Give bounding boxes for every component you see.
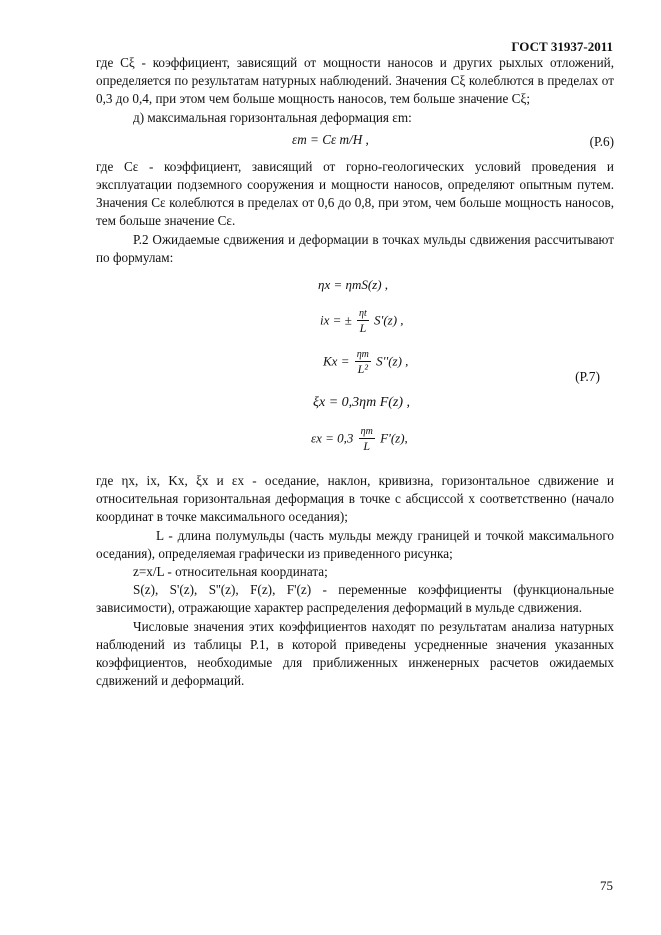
formula-tilt-left: ix = ± bbox=[320, 312, 352, 328]
formula-p6-expression: εm = Cε m/H , bbox=[292, 131, 369, 147]
definition-variables: где ηx, ix, Kx, ξx и εx - оседание, наклон, кривизна, горизонтальное сдвижение и относительная горизонтальная деформация в точке с абсциссой x соответственно (начало координат в точке максимального оседания); bbox=[96, 473, 614, 525]
paragraph-c-xi: где Cξ - коэффициент, зависящий от мощности наносов и других рыхлых отложений, определяется по результатам натурных наблюдений. Значения Cξ колеблются в пределах от 0,3 до 0,4, при этом чем больше мощность наносов, тем больше значение Cξ; bbox=[96, 55, 614, 107]
definition-coefficients: S(z), S'(z), S''(z), F(z), F'(z) - переменные коэффициенты (функциональные зависимости), отражающие характер распределения деформаций в мульде сдвижения. bbox=[96, 582, 614, 616]
definition-z: z=x/L - относительная координата; bbox=[133, 564, 328, 580]
formula-p7-number: (Р.7) bbox=[575, 369, 600, 385]
formula-curvature-left: Kx = bbox=[323, 353, 350, 369]
definitions bbox=[96, 472, 614, 690]
paragraph-c-epsilon: где Cε - коэффициент, зависящий от горно-геологических условий проведения и эксплуатации подземного сооружения и мощности наносов, определяют опытным путем. Значения Cε колеблются в пределах от 0,6 до 0,8, при этом, чем больше мощность наносов, тем больше значение Cε. bbox=[96, 158, 614, 229]
formula-horizontal-strain bbox=[311, 426, 408, 453]
formula-tilt-fraction: $\frac{\eta t}{L}$ bbox=[359, 308, 367, 336]
list-item-d: д) максимальная горизонтальная деформация εm: bbox=[133, 109, 412, 125]
formula-curvature-fraction: $\frac{\eta m}{\text{L²}}$ bbox=[356, 349, 369, 377]
formula-p6 bbox=[96, 129, 614, 155]
formula-subsidence: ηx = ηmS(z) , bbox=[318, 277, 389, 293]
formula-strain-fraction: $\frac{\eta m}{L}$ bbox=[360, 426, 373, 454]
formula-block-p7 bbox=[96, 268, 614, 466]
formula-curvature-right: S''(z) , bbox=[376, 353, 409, 369]
formula-p6-number: (Р.6) bbox=[589, 133, 614, 149]
definition-l: L - длина полумульды (часть мульды между границей и точкой максимального оседания), определяемая графически из приведенного рисунка; bbox=[96, 527, 614, 561]
paragraph-r2: Р.2 Ожидаемые сдвижения и деформации в точках мульды сдвижения рассчитывают по формулам: bbox=[96, 231, 614, 265]
formula-horizontal-shift: ξx = 0,3ηm F(z) , bbox=[313, 395, 411, 411]
page-number: 75 bbox=[600, 878, 613, 893]
paragraph-numeric-values: Числовые значения этих коэффициентов находят по результатам анализа натурных наблюдений из таблицы Р.1, в которой приведены усредненные значения указанных коэффициентов, необходимые для приближенных инженерных расчетов ожидаемых сдвижений и деформаций. bbox=[96, 618, 614, 689]
formula-tilt bbox=[320, 308, 404, 335]
document-body bbox=[96, 54, 614, 690]
formula-tilt-right: S'(z) , bbox=[374, 312, 404, 328]
formula-curvature bbox=[323, 349, 408, 376]
formula-strain-left: εx = 0,3 bbox=[311, 430, 354, 446]
formula-strain-right: F'(z), bbox=[380, 430, 408, 446]
document-header: ГОСТ 31937-2011 bbox=[511, 39, 613, 54]
